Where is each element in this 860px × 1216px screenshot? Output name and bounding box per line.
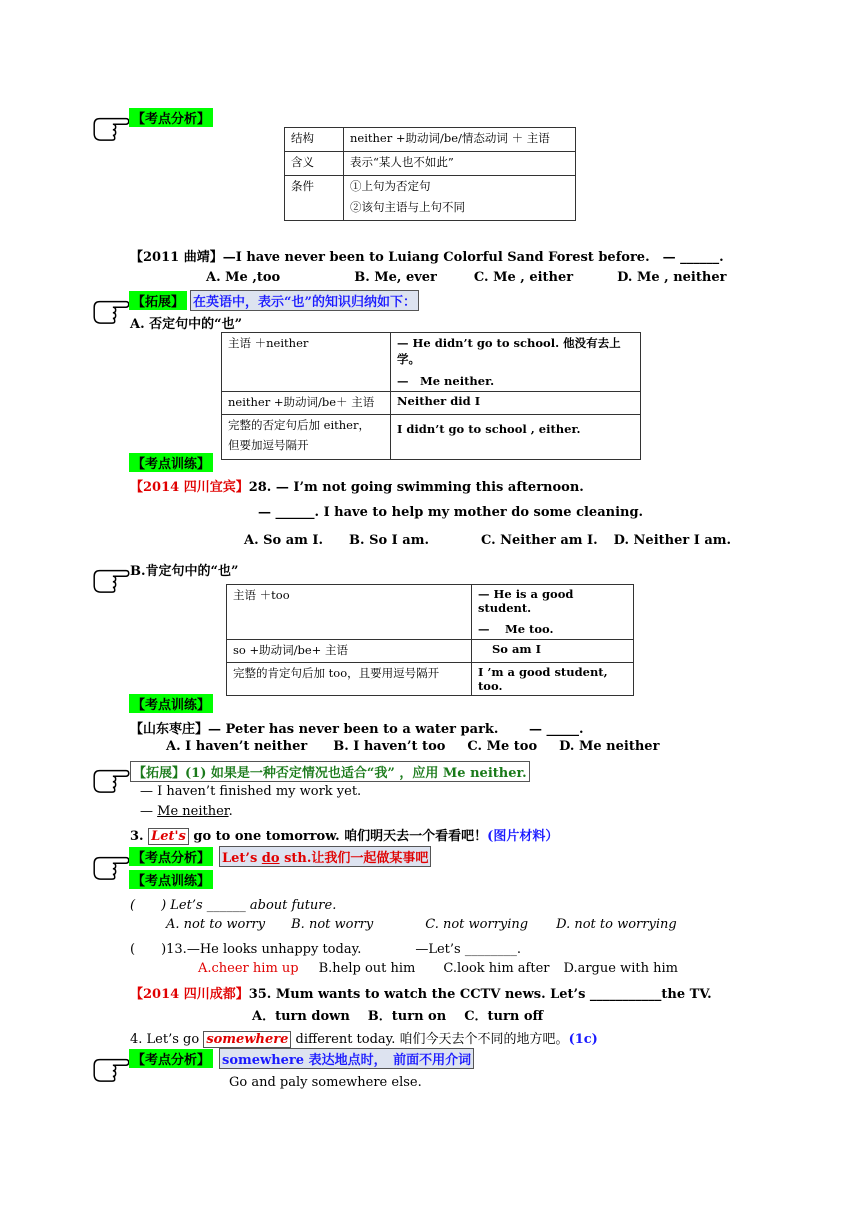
section-tag: 【考点分析】 xyxy=(129,847,213,866)
table-cell: 主语 ＋too xyxy=(227,585,472,640)
options-line: A. I haven’t neither B. I haven’t too C. Me too D. Me neither xyxy=(166,739,660,754)
section-tag: 【考点训练】 xyxy=(129,870,213,889)
section-tag: 【考点分析】 xyxy=(129,1049,213,1068)
positive-also-table xyxy=(226,584,634,696)
point-3: 3. Let's go to one tomorrow. 咱们明天去一个看看吧！(图片材料） xyxy=(130,829,559,844)
table-cell: 主语 ＋neither xyxy=(222,333,391,392)
table-cell: 含义 xyxy=(285,152,344,176)
table-cell: So am I xyxy=(472,640,634,663)
table-cell: I ’m a good student, too. xyxy=(472,663,634,696)
pointing-hand-icon xyxy=(92,852,130,880)
table-cell: 完整的肯定句后加 too，且要用逗号隔开 xyxy=(227,663,472,696)
structure-table xyxy=(284,127,576,221)
table-cell: neither +助动词/be/情态动词 ＋ 主语 xyxy=(344,128,576,152)
highlight-note: somewhere 表达地点时， 前面不用介词 xyxy=(219,1048,474,1069)
question-line: — ______. I have to help my mother do some cleaning. xyxy=(258,505,644,520)
subsection-title: A. 否定句中的“也” xyxy=(130,317,243,332)
table-cell: — He is a good student. — Me too. xyxy=(472,585,634,640)
subsection-title: B.肯定句中的“也” xyxy=(130,564,239,579)
table-cell: 完整的否定句后加 either， 但要加逗号隔开 xyxy=(222,415,391,460)
negative-also-table xyxy=(221,332,641,460)
question-line: 【2014 四川成都】35. Mum wants to watch the CCTV news. Let’s ___________the TV. xyxy=(130,987,712,1002)
section-tag: 【考点分析】 xyxy=(129,108,213,127)
pointing-hand-icon xyxy=(92,113,130,141)
pointing-hand-icon xyxy=(92,565,130,593)
table-cell: ①上句为否定句 ②该句主语与上句不同 xyxy=(344,176,576,221)
options-line: A. Me ,too B. Me, ever C. Me , either D. Me , neither xyxy=(206,270,727,285)
options-line: A.cheer him up B.help out him C.look him after D.argue with him xyxy=(198,961,678,976)
table-cell: so +助动词/be+ 主语 xyxy=(227,640,472,663)
options-line: A. not to worry B. not worry C. not worrying D. not to worrying xyxy=(166,917,677,932)
question-line: ( )13.—He looks unhappy today. —Let’s ________. xyxy=(130,942,521,957)
table-cell: — He didn’t go to school. 他没有去上学。 — Me neither. xyxy=(391,333,641,392)
options-line: A．turn down B．turn on C．turn off xyxy=(252,1009,544,1024)
highlight-note: 在英语中，表示“也”的知识归纳如下： xyxy=(190,290,419,311)
pointing-hand-icon xyxy=(92,1054,130,1082)
table-cell: neither +助动词/be＋ 主语 xyxy=(222,392,391,415)
section-tag: 【考点训练】 xyxy=(129,694,213,713)
table-cell: I didn’t go to school , either. xyxy=(391,415,641,460)
table-cell: Neither did I xyxy=(391,392,641,415)
example-line: — I haven’t finished my work yet. xyxy=(140,784,362,799)
question-line: 【山东枣庄】— Peter has never been to a water park. — _____. xyxy=(130,722,584,737)
section-tag: 【拓展】 xyxy=(129,291,187,310)
point-4: 4. Let’s go somewhere different today. 咱们今天去个不同的地方吧。(1c) xyxy=(130,1032,598,1047)
example-line: Go and paly somewhere else. xyxy=(229,1075,422,1090)
question-line: ( ) Let’s ______ about future. xyxy=(130,898,337,913)
pointing-hand-icon xyxy=(92,765,130,793)
highlight-note: Let’s do sth.让我们一起做某事吧 xyxy=(219,846,431,867)
question-line: 【2011 曲靖】—I have never been to Luiang Colorful Sand Forest before. — ______. xyxy=(130,250,724,265)
table-cell: 条件 xyxy=(285,176,344,221)
section-tag: 【考点训练】 xyxy=(129,453,213,472)
options-line: A. So am I. B. So I am. C. Neither am I. D. Neither I am. xyxy=(244,533,732,548)
question-line: 【2014 四川宜宾】28. — I’m not going swimming this afternoon. xyxy=(130,480,584,495)
example-line: — Me neither. xyxy=(140,804,233,819)
table-cell: 结构 xyxy=(285,128,344,152)
pointing-hand-icon xyxy=(92,296,130,324)
table-cell: 表示“某人也不如此” xyxy=(344,152,576,176)
extension-note: 【拓展】(1) 如果是一种否定情况也适合“我” ，应用 Me neither. xyxy=(130,761,530,782)
